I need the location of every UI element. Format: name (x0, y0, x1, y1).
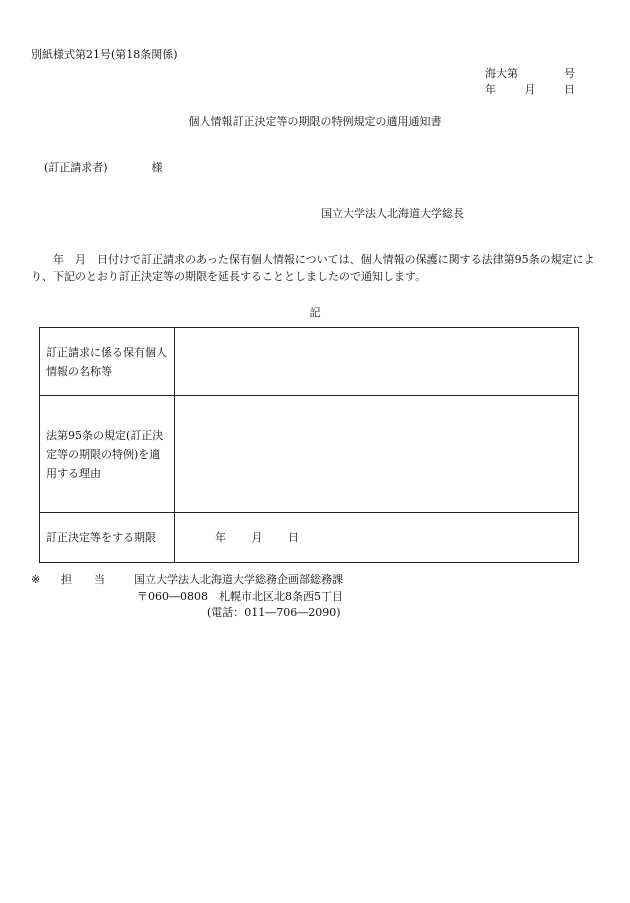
docno-year: 年 (485, 83, 496, 96)
document-title: 個人情報訂正決定等の期限の特例規定の適用通知書 (188, 115, 442, 128)
contact-tel: (電話：011―706―2090) (207, 606, 341, 619)
docno-prefix: 海大第 (485, 67, 518, 80)
docno-suffix: 号 (564, 67, 575, 80)
contact-dept: 国立大学法人北海道大学総務企画部総務課 (134, 573, 343, 586)
deadline-year: 年 (215, 530, 226, 544)
body-text: 年 月 日付けで訂正請求のあった保有個人情報については、個人情報の保護に関する法律第95条の規定により、下記のとおり訂正決定等の期限を延長することとしましたので通知します。 (31, 253, 595, 283)
row2-value (175, 396, 579, 513)
deadline-month: 月 (251, 530, 263, 544)
row1-label: 訂正請求に係る保有個人情報の名称等 (40, 328, 175, 396)
sender: 国立大学法人北海道大学総長 (321, 207, 464, 220)
recipient (44, 160, 163, 175)
contact-role: 担 当 (61, 573, 105, 586)
row3-label: 訂正決定等をする期限 (40, 513, 175, 563)
row3-value (175, 513, 579, 563)
contact-address: 〒060―0808 札幌市北区北8条西5丁目 (137, 590, 343, 603)
docno-day: 日 (564, 83, 575, 96)
recipient-honorific: 様 (151, 161, 163, 174)
table-row (40, 328, 579, 396)
docno-month: 月 (524, 83, 536, 96)
row2-label: 法第95条の規定(訂正決定等の期限の特例)を適用する理由 (40, 396, 175, 513)
deadline-day: 日 (288, 530, 299, 544)
details-table (39, 327, 579, 563)
document-number (485, 66, 575, 98)
note-mark: ※ (31, 573, 41, 586)
form-id: 別紙様式第21号(第18条関係) (31, 48, 178, 61)
ki-heading: 記 (309, 306, 321, 319)
row1-value (175, 328, 579, 396)
recipient-role: (訂正請求者) (44, 161, 108, 174)
table-row (40, 396, 579, 513)
table-row (40, 513, 579, 563)
contact-line (31, 572, 343, 587)
